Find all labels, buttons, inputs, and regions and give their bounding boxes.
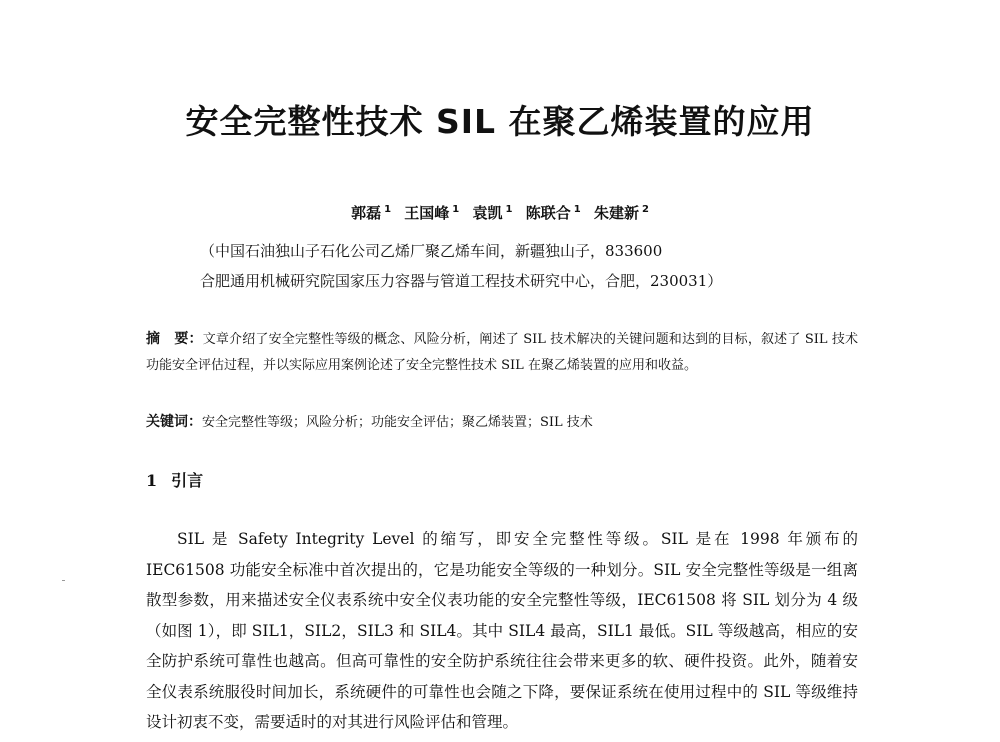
author xyxy=(351,204,391,222)
section-title: 引言 xyxy=(171,471,204,490)
section-heading xyxy=(146,468,203,494)
author-affiliation-mark: 2 xyxy=(641,204,649,215)
author xyxy=(404,204,459,222)
author-affiliation-mark: 1 xyxy=(505,204,513,215)
author-name: 王国峰 xyxy=(404,204,450,222)
paper-title: 安全完整性技术 SIL 在聚乙烯装置的应用 xyxy=(185,102,815,141)
abstract-text: 文章介绍了安全完整性等级的概念、风险分析，阐述了 SIL 技术解决的关键问题和达到的目标，叙述了 SIL 技术功能安全评估过程，并以实际应用案例论述了安全完整性技术 SIL 在聚乙烯装置的应用和收益。 xyxy=(146,332,858,373)
author-affiliation-mark: 1 xyxy=(384,204,392,215)
author-affiliation-mark: 1 xyxy=(452,204,460,215)
keywords xyxy=(146,410,858,435)
author-name: 陈联合 xyxy=(525,204,571,222)
author xyxy=(473,204,513,222)
author-affiliation-mark: 1 xyxy=(573,204,581,215)
author-name: 袁凯 xyxy=(472,204,503,222)
keywords-text: 安全完整性等级；风险分析；功能安全评估；聚乙烯装置；SIL 技术 xyxy=(202,415,593,430)
abstract xyxy=(146,326,858,379)
affiliation-line: 合肥通用机械研究院国家压力容器与管道工程技术研究中心，合肥，230031） xyxy=(200,272,723,290)
section-number: 1 xyxy=(146,471,158,490)
body-paragraph: SIL 是 Safety Integrity Level 的缩写，即安全完整性等级。SIL 是在 1998 年颁布的 IEC61508 功能安全标准中首次提出的，它是功能安全等级的一种划分。SIL 安全完整性等级是一组离散型参数，用来描述安全仪表系统中安全仪表功能的安全完整性等级，IEC61508 将 SIL 划分为 4 级（如图 1），即 SIL1，SIL2，SIL3 和 SIL4。其中 SIL4 最高，SIL1 最低。SIL 等级越高，相应的安全防护系统可靠性也越高。但高可靠性的安全防护系统往往会带来更多的软、硬件投资。此外，随着安全仪表系统服役时间加长，系统硬件的可靠性也会随之下降，要保证系统在使用过程中的 SIL 等级维持设计初衷不变，需要适时的对其进行风险评估和管理。 xyxy=(146,530,858,731)
affiliation-line: （中国石油独山子石化公司乙烯厂聚乙烯车间，新疆独山子，833600 xyxy=(200,242,663,260)
scan-mark xyxy=(62,580,65,581)
keywords-label: 关键词： xyxy=(146,414,202,430)
author-list xyxy=(0,198,1000,225)
author xyxy=(594,204,649,222)
abstract-label: 摘 要： xyxy=(146,331,203,347)
author xyxy=(526,204,581,222)
author-name: 郭磊 xyxy=(351,204,382,222)
author-name: 朱建新 xyxy=(593,204,639,222)
